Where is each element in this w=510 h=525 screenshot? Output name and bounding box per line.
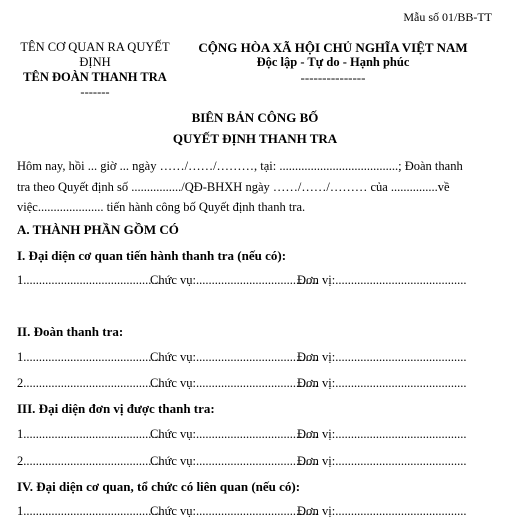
- position-field[interactable]: Chức vụ:.......................................: [150, 427, 318, 441]
- group-heading: IV. Đại diện cơ quan, tổ chức có liên quan (nếu có):: [17, 479, 301, 494]
- country-name: CỘNG HÒA XÃ HỘI CHỦ NGHĨA VIỆT NAM: [198, 40, 468, 55]
- participant-name-field[interactable]: 2............................................: [17, 454, 161, 468]
- intro-line-3: việc..................... tiến hành công bố Quyết định thanh tra.: [17, 200, 306, 214]
- document-subtitle: QUYẾT ĐỊNH THANH TRA: [172, 131, 338, 146]
- unit-field[interactable]: Đơn vị:..........................................: [297, 376, 467, 390]
- issuing-agency-header: [10, 40, 180, 100]
- position-field[interactable]: Chức vụ:.......................................: [150, 504, 318, 518]
- participant-name-field[interactable]: 1............................................: [17, 350, 161, 364]
- participant-name-field[interactable]: 1............................................: [17, 273, 161, 287]
- unit-field[interactable]: Đơn vị:..........................................: [297, 273, 467, 287]
- agency-name: TÊN CƠ QUAN RA QUYẾT ĐỊNH: [20, 40, 170, 69]
- unit-field[interactable]: Đơn vị:..........................................: [297, 350, 467, 364]
- group-heading: III. Đại diện đơn vị được thanh tra:: [17, 401, 215, 416]
- unit-field[interactable]: Đơn vị:..........................................: [297, 504, 467, 518]
- participant-name-field[interactable]: 1............................................: [17, 504, 161, 518]
- participant-name-field[interactable]: 2............................................: [17, 376, 161, 390]
- position-field[interactable]: Chức vụ:.......................................: [150, 350, 318, 364]
- national-header: [188, 40, 478, 85]
- position-field[interactable]: Chức vụ:.......................................: [150, 273, 318, 287]
- unit-field[interactable]: Đơn vị:..........................................: [297, 427, 467, 441]
- position-field[interactable]: Chức vụ:.......................................: [150, 376, 318, 390]
- group-heading: I. Đại diện cơ quan tiến hành thanh tra (nếu có):: [17, 248, 287, 263]
- national-motto: Độc lập - Tự do - Hạnh phúc: [256, 55, 410, 69]
- form-code: Mẫu số 01/BB-TT: [403, 10, 492, 24]
- group-heading: II. Đoàn thanh tra:: [17, 324, 124, 339]
- team-name: TÊN ĐOÀN THANH TRA: [23, 70, 167, 84]
- participant-name-field[interactable]: 1............................................: [17, 427, 161, 441]
- right-underline: ---------------: [300, 70, 366, 85]
- intro-line-2: tra theo Quyết định số ................/QĐ-BHXH ngày ……/……/……… của ...............về: [17, 180, 450, 194]
- position-field[interactable]: Chức vụ:.......................................: [150, 454, 318, 468]
- left-underline: -------: [80, 85, 110, 99]
- intro-line-1: Hôm nay, hồi ... giờ ... ngày ……/……/………, tại: ......................................; Đoàn thanh: [17, 159, 463, 173]
- unit-field[interactable]: Đơn vị:..........................................: [297, 454, 467, 468]
- section-a-heading: A. THÀNH PHẦN GỒM CÓ: [17, 222, 179, 237]
- document-title: BIÊN BẢN CÔNG BỐ: [191, 110, 319, 125]
